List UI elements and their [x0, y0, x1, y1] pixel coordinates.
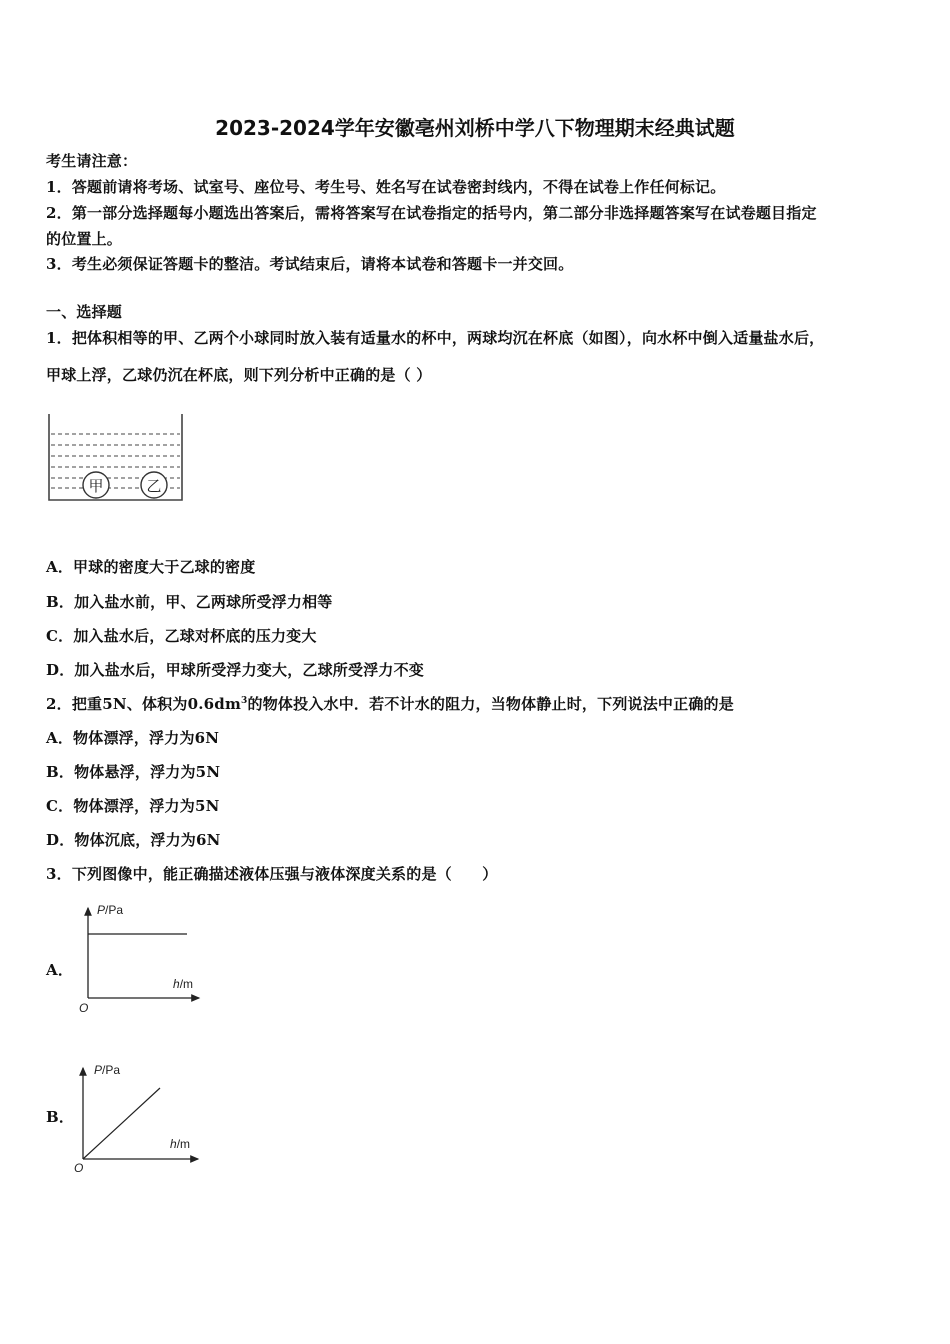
- q2-option-c: C．物体漂浮，浮力为5N: [46, 797, 220, 815]
- q2-stem: [46, 693, 734, 714]
- graph-b: [70, 1060, 205, 1175]
- q3-stem: 3．下列图像中，能正确描述液体压强与液体深度关系的是（ ）: [46, 865, 498, 883]
- q2-option-b: B．物体悬浮，浮力为5N: [46, 763, 221, 781]
- q1-option-c: C．加入盐水后，乙球对杯底的压力变大: [46, 627, 317, 645]
- notice-item: 3．考生必须保证答题卡的整洁。考试结束后，请将本试卷和答题卡一并交回。: [46, 255, 574, 273]
- q2-stem-after: 的物体投入水中．若不计水的阻力，当物体静止时，下列说法中正确的是: [247, 695, 734, 713]
- q2-option-d: D．物体沉底，浮力为6N: [46, 831, 221, 849]
- ball-yi-label: 乙: [146, 477, 162, 495]
- q1-stem-line1: 1．把体积相等的甲、乙两个小球同时放入装有适量水的杯中，两球均沉在杯底（如图），向水杯中倒入适量盐水后，: [46, 329, 825, 347]
- page-title: 2023-2024学年安徽亳州刘桥中学八下物理期末经典试题: [215, 116, 735, 140]
- q3-option-b-label: B．: [46, 1108, 75, 1126]
- origin-label: O: [79, 1001, 89, 1015]
- graph-a: [75, 900, 205, 1015]
- y-axis-label: P/Pa: [94, 1063, 121, 1077]
- notice-item: 1．答题前请将考场、试室号、座位号、考生号、姓名写在试卷密封线内，不得在试卷上作任何标记。: [46, 178, 726, 196]
- ball-jia-label: 甲: [88, 477, 104, 495]
- notice-heading: 考生请注意：: [46, 152, 138, 170]
- notice-item: 2．第一部分选择题每小题选出答案后，需将答案写在试卷指定的括号内，第二部分非选择题答案写在试卷题目指定: [46, 204, 817, 222]
- notice-item: 的位置上。: [46, 230, 123, 248]
- q1-option-b: B．加入盐水前，甲、乙两球所受浮力相等: [46, 593, 333, 611]
- x-axis-label: h/m: [173, 977, 194, 991]
- y-axis-label: P/Pa: [97, 903, 124, 917]
- x-axis-label: h/m: [170, 1137, 191, 1151]
- graph-b-line: [83, 1088, 160, 1159]
- cup-figure: [46, 412, 186, 504]
- q1-option-a: A．甲球的密度大于乙球的密度: [46, 558, 256, 576]
- q1-option-d: D．加入盐水后，甲球所受浮力变大，乙球所受浮力不变: [46, 661, 425, 679]
- section-heading: 一、选择题: [46, 303, 123, 321]
- q3-option-a-label: A．: [46, 961, 74, 979]
- q2-stem-sup: 3: [241, 696, 248, 706]
- q2-stem-before: 2．把重5N、体积为0.6dm: [46, 695, 242, 713]
- origin-label: O: [74, 1161, 84, 1175]
- q1-stem-line2: 甲球上浮，乙球仍沉在杯底，则下列分析中正确的是（ ）: [46, 366, 432, 384]
- q2-option-a: A．物体漂浮，浮力为6N: [46, 729, 220, 747]
